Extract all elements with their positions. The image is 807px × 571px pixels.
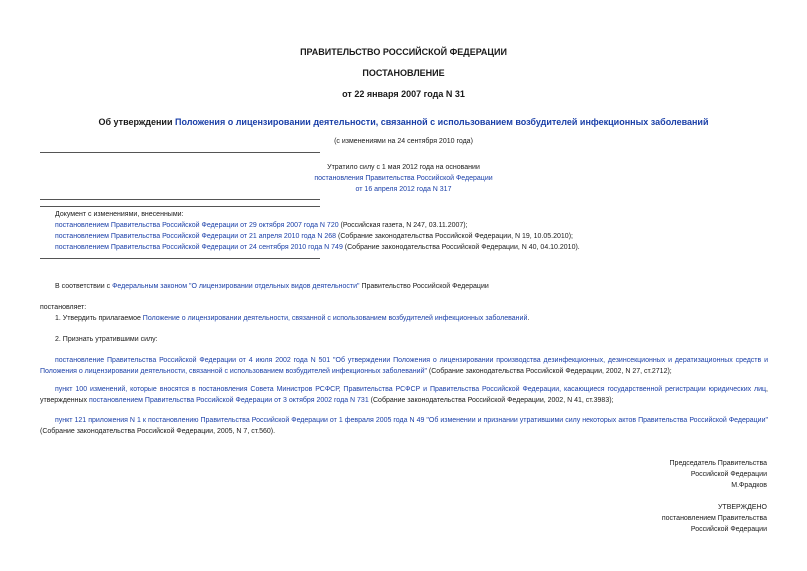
separator-line <box>40 152 320 153</box>
separator-line <box>40 258 320 259</box>
amendment-link[interactable]: постановлением Правительства Российской Федерации от 21 апреля 2010 года N 268 <box>55 233 337 240</box>
amendment-item <box>55 220 468 231</box>
document-date: от 22 января 2007 года N 31 <box>342 89 465 99</box>
repealed-act-source: (Собрание законодательства Российской Федерации, 2002, N 41, ст.3983); <box>368 397 614 404</box>
amendment-source: (Собрание законодательства Российской Федерации, N 19, 10.05.2010); <box>336 233 573 240</box>
federal-law-link[interactable]: Федеральным законом "О лицензировании отдельных видов деятельности" <box>112 283 360 290</box>
edition-note: (с изменениями на 24 сентября 2010 года) <box>334 138 473 145</box>
decides-text: постановляет: <box>40 304 87 311</box>
approved-country: Российской Федерации <box>690 526 767 533</box>
item-2: 2. Признать утратившими силу: <box>55 336 158 343</box>
repealed-act-3 <box>40 415 768 437</box>
amendments-heading: Документ с изменениями, внесенными: <box>55 211 184 218</box>
repealed-act-link[interactable]: пункт 100 изменений, которые вносятся в постановления Совета Министров РСФСР, Правительства РСФСР и Правительства Российской Федерации, касающиеся государственной регистрации юридических лиц <box>55 386 767 393</box>
signature-country: Российской Федерации <box>690 471 767 478</box>
preamble-text: Правительство Российской Федерации <box>359 283 489 290</box>
preamble-text: В соответствии с <box>55 283 113 290</box>
approved-by: постановлением Правительства <box>661 515 767 522</box>
amendment-link[interactable]: постановлением Правительства Российской Федерации от 24 сентября 2010 года N 749 <box>55 244 343 251</box>
separator-line <box>40 199 320 200</box>
repealed-act-link[interactable]: пункт 121 приложения N 1 к постановлению Правительства Российской Федерации от 1 февраля 2005 года N 49 "Об изменении и признании утратившими силу некоторых актов Правительства Российской Федерации" <box>55 417 768 424</box>
repealed-act-1 <box>40 355 768 377</box>
signature-title: Председатель Правительства <box>669 460 767 467</box>
repealed-act-text: , утвержденных <box>40 386 768 404</box>
amendment-link[interactable]: постановлением Правительства Российской Федерации от 29 октября 2007 года N 720 <box>55 222 339 229</box>
repealed-act-source: (Собрание законодательства Российской Федерации, 2002, N 27, ст.2712); <box>426 368 672 375</box>
government-heading: ПРАВИТЕЛЬСТВО РОССИЙСКОЙ ФЕДЕРАЦИИ <box>300 47 507 57</box>
document-type-heading: ПОСТАНОВЛЕНИЕ <box>362 68 445 78</box>
expiry-link-line3[interactable]: от 16 апреля 2012 года N 317 <box>355 186 452 193</box>
preamble <box>55 281 489 292</box>
title-prefix: Об утверждении <box>98 117 175 127</box>
repealed-act-2 <box>40 384 768 406</box>
repealed-act-link[interactable]: постановлением Правительства Российской Федерации от 3 октября 2002 года N 731 <box>89 397 369 404</box>
regulation-link[interactable]: Положение о лицензировании деятельности, связанной с использованием возбудителей инфекционных заболеваний <box>142 315 528 322</box>
amendment-source: (Российская газета, N 247, 03.11.2007); <box>338 222 468 229</box>
title-link[interactable]: Положения о лицензировании деятельности, связанной с использованием возбудителей инфекционных заболеваний <box>174 117 709 127</box>
amendment-item <box>55 242 580 253</box>
item-text: . <box>527 315 530 322</box>
item-1 <box>55 313 529 324</box>
amendment-item <box>55 231 573 242</box>
document-title <box>0 117 807 127</box>
separator-line <box>40 206 320 207</box>
amendment-source: (Собрание законодательства Российской Федерации, N 40, 04.10.2010). <box>342 244 580 251</box>
signature-name: М.Фрадков <box>731 482 767 489</box>
expiry-link-line2[interactable]: постановления Правительства Российской Федерации <box>314 175 493 182</box>
item-text: 1. Утвердить прилагаемое <box>55 315 143 322</box>
repealed-act-source: (Собрание законодательства Российской Федерации, 2005, N 7, ст.560). <box>40 428 276 435</box>
repealed-act-link[interactable]: постановление Правительства Российской Федерации от 4 июля 2002 года N 501 "Об утверждении Положения о лицензировании производства дезинфекционных, дезинсекционных и дератизационных средств и Положения о лицензировании деятельности, связанной с использованием возбудителей инфекционных заболеваний" <box>40 357 768 375</box>
approved-stamp: УТВЕРЖДЕНО <box>717 504 767 511</box>
expiry-line1: Утратило силу с 1 мая 2012 года на основании <box>327 164 480 171</box>
